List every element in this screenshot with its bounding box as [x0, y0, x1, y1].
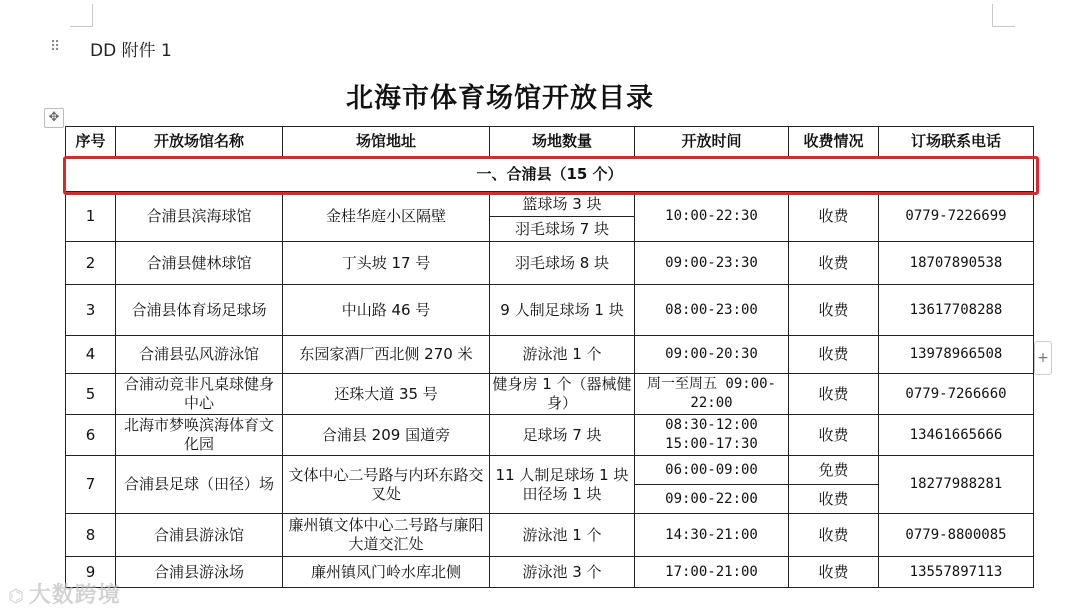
table-row — [66, 456, 1034, 485]
cell-fee: 收费 — [789, 485, 879, 514]
cell-no: 4 — [66, 336, 116, 374]
table-row — [66, 242, 1034, 285]
cell-no: 9 — [66, 557, 116, 588]
cell-hours: 10:00-22:30 — [635, 192, 789, 242]
table-header-row — [66, 127, 1034, 157]
cell-name: 合浦动竞非凡桌球健身中心 — [116, 374, 283, 415]
table-row — [66, 192, 1034, 217]
cell-hours: 08:00-23:00 — [635, 285, 789, 336]
cell-fee: 免费 — [789, 456, 879, 485]
cell-no: 8 — [66, 514, 116, 557]
document-title — [0, 76, 1000, 115]
col-header-fields: 场地数量 — [490, 127, 635, 157]
cell-fee: 收费 — [789, 374, 879, 415]
cell-fee: 收费 — [789, 415, 879, 456]
watermark — [8, 578, 121, 609]
col-header-fee: 收费情况 — [789, 127, 879, 157]
cell-no: 7 — [66, 456, 116, 514]
table-row — [66, 374, 1034, 415]
cell-address: 文体中心二号路与内环东路交叉处 — [283, 456, 490, 514]
cell-no: 5 — [66, 374, 116, 415]
col-header-no: 序号 — [66, 127, 116, 157]
watermark-text: 大数跨境 — [28, 583, 121, 608]
cell-fee: 收费 — [789, 514, 879, 557]
cell-fields: 9 人制足球场 1 块 — [490, 285, 635, 336]
cell-address: 廉州镇风门岭水库北侧 — [283, 557, 490, 588]
cell-fields: 健身房 1 个（器械健身） — [490, 374, 635, 415]
cell-hours: 09:00-22:00 — [635, 485, 789, 514]
cell-fields: 足球场 7 块 — [490, 415, 635, 456]
cell-phone: 0779-7226699 — [879, 192, 1034, 242]
cell-name: 北海市梦唤滨海体育文化园 — [116, 415, 283, 456]
region-label: 一、合浦县（15 个） — [66, 157, 1034, 192]
cell-address: 丁头坡 17 号 — [283, 242, 490, 285]
region-row — [66, 157, 1034, 192]
cell-no: 1 — [66, 192, 116, 242]
cell-name: 合浦县游泳馆 — [116, 514, 283, 557]
venue-table — [65, 126, 1034, 588]
cell-fields: 羽毛球场 8 块 — [490, 242, 635, 285]
cell-hours: 14:30-21:00 — [635, 514, 789, 557]
page-corner-mark-left — [70, 4, 93, 27]
cell-fee: 收费 — [789, 336, 879, 374]
cell-name: 合浦县弘风游泳馆 — [116, 336, 283, 374]
cell-name: 合浦县足球（田径）场 — [116, 456, 283, 514]
document-title-text: 北海市体育场馆开放目录 — [346, 83, 654, 114]
cell-no: 6 — [66, 415, 116, 456]
cell-address: 东园家酒厂西北侧 270 米 — [283, 336, 490, 374]
col-header-hours: 开放时间 — [635, 127, 789, 157]
cell-name: 合浦县滨海球馆 — [116, 192, 283, 242]
table-row — [66, 285, 1034, 336]
cell-hours: 09:00-20:30 — [635, 336, 789, 374]
cell-no: 2 — [66, 242, 116, 285]
cell-fee: 收费 — [789, 192, 879, 242]
watermark-logo-icon: ⌬ — [8, 586, 25, 607]
cell-hours: 06:00-09:00 — [635, 456, 789, 485]
drag-handle-icon[interactable]: ⠿ — [50, 39, 60, 55]
cell-phone: 13461665666 — [879, 415, 1034, 456]
cell-address: 廉州镇文体中心二号路与廉阳大道交汇处 — [283, 514, 490, 557]
cell-phone: 13978966508 — [879, 336, 1034, 374]
cell-address: 中山路 46 号 — [283, 285, 490, 336]
table-row — [66, 415, 1034, 456]
cell-phone: 18707890538 — [879, 242, 1034, 285]
cell-hours: 17:00-21:00 — [635, 557, 789, 588]
cell-fields: 羽毛球场 7 块 — [490, 217, 635, 242]
table-row — [66, 514, 1034, 557]
cell-hours: 周一至周五 09:00-22:00 — [635, 374, 789, 415]
cell-fields: 11 人制足球场 1 块 田径场 1 块 — [490, 456, 635, 514]
cell-fee: 收费 — [789, 285, 879, 336]
cell-phone: 0779-7266660 — [879, 374, 1034, 415]
cell-fields: 游泳池 3 个 — [490, 557, 635, 588]
cell-address: 金桂华庭小区隔壁 — [283, 192, 490, 242]
cell-fee: 收费 — [789, 242, 879, 285]
cell-phone: 13617708288 — [879, 285, 1034, 336]
cell-fields: 篮球场 3 块 — [490, 192, 635, 217]
cell-no: 3 — [66, 285, 116, 336]
col-header-phone: 订场联系电话 — [879, 127, 1034, 157]
cell-name: 合浦县游泳场 — [116, 557, 283, 588]
col-header-address: 场馆地址 — [283, 127, 490, 157]
cell-fields: 游泳池 1 个 — [490, 514, 635, 557]
cell-hours: 08:30-12:00 15:00-17:30 — [635, 415, 789, 456]
add-column-icon[interactable]: + — [1034, 341, 1052, 375]
col-header-name: 开放场馆名称 — [116, 127, 283, 157]
table-move-icon[interactable]: ✥ — [44, 108, 64, 128]
cell-phone: 18277988281 — [879, 456, 1034, 514]
cell-fee: 收费 — [789, 557, 879, 588]
cell-phone: 13557897113 — [879, 557, 1034, 588]
cell-address: 还珠大道 35 号 — [283, 374, 490, 415]
cell-phone: 0779-8800085 — [879, 514, 1034, 557]
cell-name: 合浦县体育场足球场 — [116, 285, 283, 336]
table-row — [66, 557, 1034, 588]
attachment-title: DD 附件 1 — [90, 41, 172, 61]
cell-fields: 游泳池 1 个 — [490, 336, 635, 374]
cell-name: 合浦县健林球馆 — [116, 242, 283, 285]
page-corner-mark-right — [992, 4, 1015, 27]
table-row — [66, 336, 1034, 374]
cell-hours: 09:00-23:30 — [635, 242, 789, 285]
cell-address: 合浦县 209 国道旁 — [283, 415, 490, 456]
